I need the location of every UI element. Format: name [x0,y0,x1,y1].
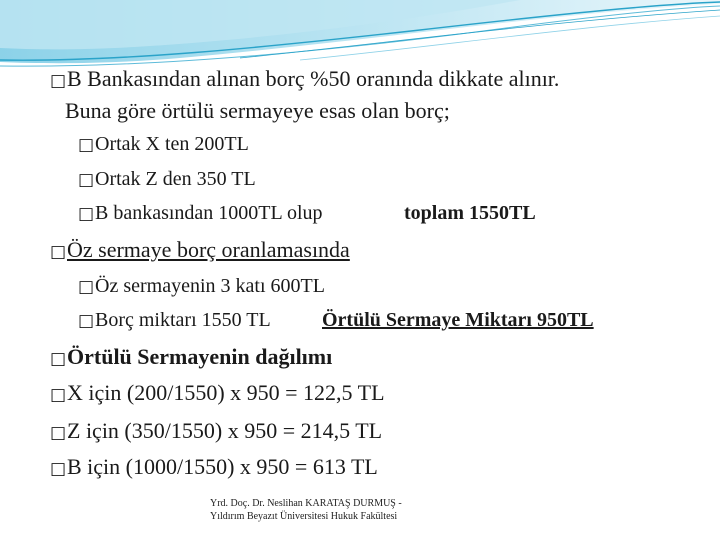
distribution-item [50,454,378,480]
intro-line-2: Buna göre örtülü sermayeye esas olan borç; [65,98,450,123]
bullet-icon: □ [50,459,67,479]
equity-item [78,309,271,332]
partner-text: Ortak X ten 200TL [95,133,249,155]
partner-item [78,168,256,191]
bullet-icon: □ [78,135,95,155]
distribution-text: B için (1000/1550) x 950 = 613 TL [67,454,378,479]
equity-heading-text: Öz sermaye borç oranlamasında [67,237,350,262]
partner-item [78,202,323,225]
intro-line-1 [50,66,559,92]
equity-item-text: Öz sermayenin 3 katı 600TL [95,275,325,297]
bullet-icon: □ [78,170,95,190]
footer [210,497,402,523]
partner-item [78,133,249,156]
bullet-icon: □ [78,277,95,297]
equity-item [78,275,325,298]
equity-item-text: Borç miktarı 1550 TL [95,309,271,331]
bullet-icon: □ [50,242,67,262]
partner-text: Ortak Z den 350 TL [95,168,256,190]
bullet-icon: □ [78,204,95,224]
intro-text-1: B Bankasından alınan borç %50 oranında dikkate alınır. [67,66,560,91]
distribution-item [50,418,382,444]
distribution-item [50,380,385,406]
bullet-icon: □ [50,385,67,405]
bullet-icon: □ [50,349,67,369]
distribution-heading [50,344,332,370]
distribution-text: X için (200/1550) x 950 = 122,5 TL [67,380,385,405]
bullet-icon: □ [50,423,67,443]
equity-heading [50,237,350,263]
total-amount: toplam 1550TL [404,202,536,224]
bullet-icon: □ [78,311,95,331]
distribution-text: Z için (350/1550) x 950 = 214,5 TL [67,418,383,443]
partner-text: B bankasından 1000TL olup [95,202,323,224]
distribution-heading-text: Örtülü Sermayenin dağılımı [67,344,333,369]
footer-institution: Yıldırım Beyazıt Üniversitesi Hukuk Fakültesi [210,511,398,522]
thin-cap-amount: Örtülü Sermaye Miktarı 950TL [322,309,594,331]
footer-author: Yrd. Doç. Dr. Neslihan KARATAŞ DURMUŞ - [210,498,402,509]
bullet-icon: □ [50,71,67,91]
